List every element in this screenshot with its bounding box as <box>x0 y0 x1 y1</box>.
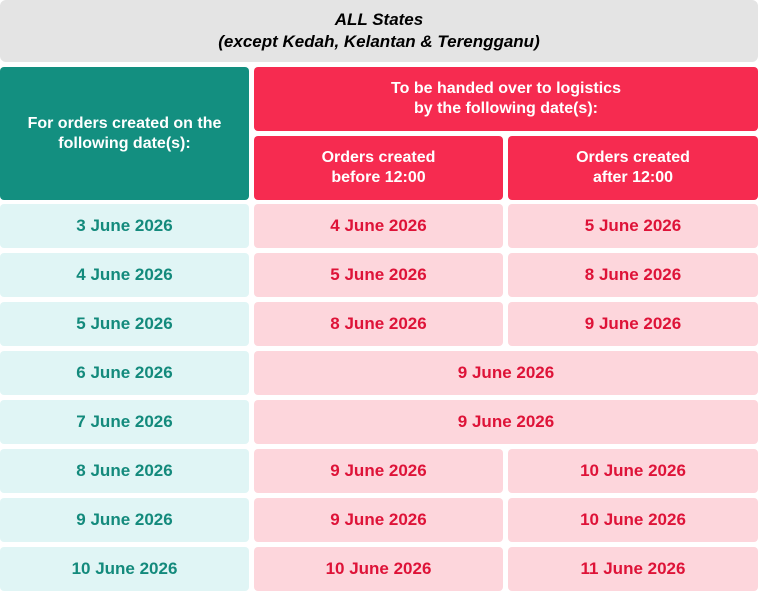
handover-column-header: To be handed over to logistics by the following date(s): <box>254 67 758 131</box>
handover-before-noon-cell: 8 June 2026 <box>254 302 503 346</box>
handover-after-noon-cell: 10 June 2026 <box>508 498 758 542</box>
table-title: ALL States (except Kedah, Kelantan & Terengganu) <box>0 0 758 62</box>
handover-before-noon-cell: 9 June 2026 <box>254 498 503 542</box>
order-date-cell: 4 June 2026 <box>0 253 249 297</box>
order-date-cell: 10 June 2026 <box>0 547 249 591</box>
order-date-cell: 8 June 2026 <box>0 449 249 493</box>
handover-before-noon-cell: 5 June 2026 <box>254 253 503 297</box>
handover-after-noon-cell: 8 June 2026 <box>508 253 758 297</box>
order-date-cell: 9 June 2026 <box>0 498 249 542</box>
order-date-column-header: For orders created on the following date(s): <box>0 67 249 200</box>
handover-after-noon-cell: 11 June 2026 <box>508 547 758 591</box>
handover-before-noon-cell: 10 June 2026 <box>254 547 503 591</box>
order-date-cell: 6 June 2026 <box>0 351 249 395</box>
handover-after-noon-cell: 5 June 2026 <box>508 204 758 248</box>
handover-after-noon-cell: 9 June 2026 <box>508 302 758 346</box>
after-noon-column-header: Orders created after 12:00 <box>508 136 758 200</box>
handover-after-noon-cell: 10 June 2026 <box>508 449 758 493</box>
handover-before-noon-cell: 4 June 2026 <box>254 204 503 248</box>
handover-merged-cell: 9 June 2026 <box>254 351 758 395</box>
order-date-cell: 3 June 2026 <box>0 204 249 248</box>
order-date-cell: 7 June 2026 <box>0 400 249 444</box>
handover-merged-cell: 9 June 2026 <box>254 400 758 444</box>
order-date-cell: 5 June 2026 <box>0 302 249 346</box>
before-noon-column-header: Orders created before 12:00 <box>254 136 503 200</box>
handover-before-noon-cell: 9 June 2026 <box>254 449 503 493</box>
